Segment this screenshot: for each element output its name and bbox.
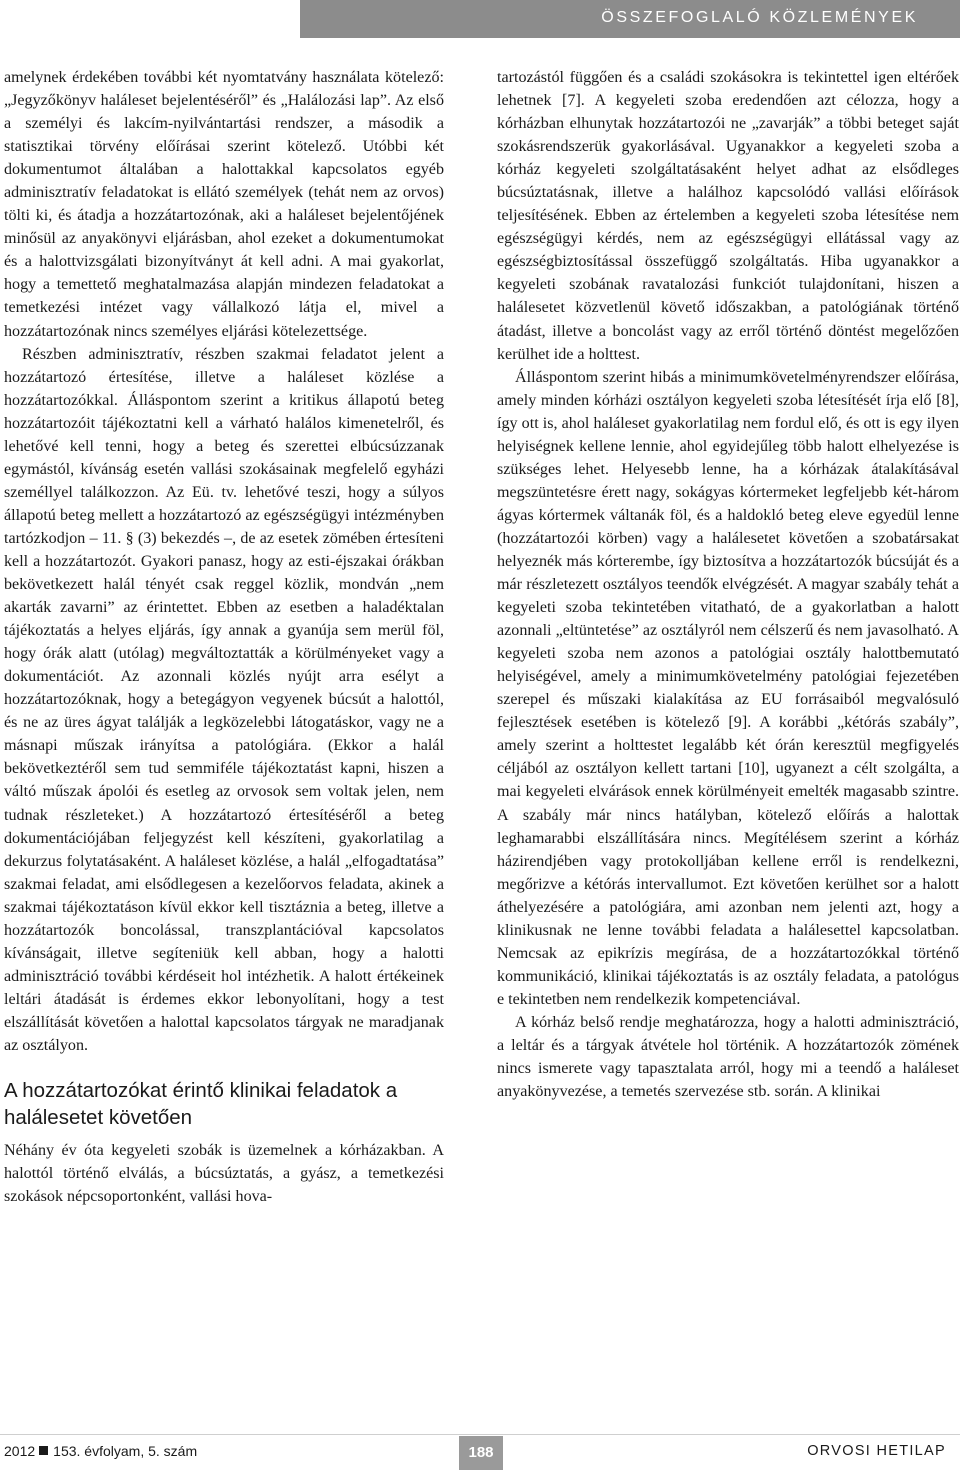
footer-year: 2012 bbox=[4, 1443, 36, 1459]
body-paragraph: tartozástól függően és a családi szokásokra is tekintettel igen eltérőek lehetnek [7]. A kegyeleti szoba eredendően azt célozza, hogy a kórházban elhunytak hozzátartozói ne „zavarják” a többi beteget saját szokásrendszerük gyakorlásával. Ugyanakkor a kegyeleti szoba a kórház kegyeleti szolgáltatásaként helyet adhat az elsődleges búcsúztatásnak, illetve a halálhoz kapcsolódó vallási előírások teljesítésének. Ebben az értelemben a kegyeleti szoba létesítése nem egészségügyi kérdés, nem az egészségügyi ellátással vagy az egészségbiztosítással összefüggő szolgáltatás. Hiba ugyanakkor a kegyeleti szobának ravatalozási funkciót tulajdonítani, hiszen a halálesetet közvetlenül követő időszakban, a patológiának történő átadást, illetve a boncolást vagy az erről történő döntést megelőzően kerülhet ide a holttest. bbox=[497, 69, 959, 363]
body-paragraph: A kórház belső rendje meghatározza, hogy a halotti adminisztráció, a leltár és a tárgyak átvétele hol történik. A hozzátartozók zömének nincs ismerete vagy tapasztalata arról, hogy mi a teendő a haláleset anyakönyvezése, a temetés szervezése stb. során. A klinikai bbox=[497, 1013, 959, 1101]
footer-volume-issue: 153. évfolyam, 5. szám bbox=[53, 1443, 198, 1459]
body-paragraph: amelynek érdekében további két nyomtatvány használata kötelező: „Jegyzőkönyv haláleset bejelentéséről” és „Halálozási lap”. Az első a személyi és lakcím-nyilvántartási rendszer, a második a statisztikai törvény előírásai szerint kötelező. Utóbbi két dokumentumot általában a halottakkal kapcsolatos egyéb adminisztratív feladatokat is ellátó személyek (tehát nem az orvos) tölti ki, és átadja a hozzátartozónak, aki a haláleset bejelentőjének minősül az anyakönyvi eljárásban, ahol ezeket a dokumentumokat és a halottvizsgálati bizonyítványt át kell adni. A mai gyakorlat, hogy a temettető meghatalmazása alapján mindezen feladatokat a temetkezési intézet vagy vállalkozó látja el, mivel a hozzátartozónak nincs személyes eljárási kötelezettsége. bbox=[4, 69, 444, 340]
left-column bbox=[4, 66, 444, 1208]
section-title: ÖSSZEFOGLALÓ KÖZLEMÉNYEK bbox=[601, 9, 918, 26]
page-number-box bbox=[459, 1436, 503, 1470]
right-column bbox=[497, 66, 959, 1103]
body-paragraph: Néhány év óta kegyeleti szobák is üzemelnek a kórházakban. A halottól történő elválás, a búcsúztatás, a gyász, a temetkezési szokások népcsoportonként, vallási hova- bbox=[4, 1142, 444, 1206]
section-heading: A hozzátartozókat érintő klinikai feladatok a halálesetet követően bbox=[4, 1079, 398, 1130]
footer-issue-info bbox=[4, 1443, 197, 1459]
body-paragraph: Álláspontom szerint hibás a minimumkövetelményrendszer előírása, amely minden kórházi osztályon kegyeleti szoba létesítését írja elő [8], így ott is, ahol haláleset gyakorlatilag nem fordul elő, és ott is egy ilyen helyiségnek kellene lennie, ahol egyidejűleg több halott elhelyezése is szükséges lehet. Helyesebb lenne, ha a kórházak átalakításával megszüntetésre érett nagy, sokágyas kórtermeket legfeljebb két-három ágyas kórtermek váltanák föl, és a haldokló beteg eleve egyedül lenne (hozzátartozói körben) vagy a halálesetet követően a szobatársakat helyeznék más kórterembe, így biztosítva a hozzátartozók búcsúját és a már részletezett osztályos teendők elvégzését. A magyar szabály tehát a kegyeleti szoba tekintetében vitatható, de a gyakorlatban a halott azonnali „eltüntetése” az osztályról nem célszerű és nem javasolható. A kegyeleti szoba nem azonos a patológiai osztály halottbemutató helyiségével, amely a minimumkövetelmény patológiai fejezetében szerepel és műszaki kialakítása az EU forrásaiból megvalósuló fejlesztések esetében is kötelező [9]. A korábbi „kétórás szabály”, amely szerint a holttestet legalább két órán keresztül megfigyelés céljából az osztályon kellett tartani [10], ugyanezt a célt szolgálta, a mai kegyeleti elvárások ennek körülményeit emelték magasabb szintre. A szabály már nincs hatályban, kötelező előírás a halottak leghamarabbi elszállítására nincs. Megítélésem szerint a kórház házirendjében vagy protokolljában kellene erről is rendelkezni, megőrizve a kétórás intervallumot. Ezt követően kerülhet sor a halott áthelyezésére a patológiára, ami azonban nem jelenti azt, hogy a klinikusnak ne lenne további feladata a halálesettel kapcsolatban. Nemcsak az epikrízis megírása, de a hozzátartozókkal történő kommunikáció, klinikai tájékoztatás is az osztály feladata, a patológus e tekintetben nem rendelkezik kompetenciával. bbox=[497, 368, 959, 1008]
journal-name: ORVOSI HETILAP bbox=[807, 1443, 946, 1459]
section-header-bar bbox=[300, 0, 960, 38]
page-number: 188 bbox=[468, 1444, 494, 1461]
footer-divider bbox=[0, 1434, 960, 1435]
square-bullet-icon bbox=[39, 1446, 48, 1455]
body-paragraph: Részben adminisztratív, részben szakmai feladatot jelent a hozzátartozó értesítése, illetve a haláleset közlése a hozzátartozókkal. Álláspontom szerint a kritikus állapotú beteg hozzátartozóit tájékoztatni kell a várható halálos kimenetelről, és lehetővé kell tenni, hogy a beteg és szerettei elbúcsúzzanak egymástól, kívánság esetén vallási szokásainak megfelelő egyházi személlyel találkozzon. Az Eü. tv. lehetővé teszi, hogy a súlyos állapotú beteg mellett a hozzátartozó az egészségügyi intézményben tartózkodjon – 11. § (3) bekezdés –, de az esetek zömében értesíteni kell a hozzátartozót. Gyakori panasz, hogy az esti-éjszakai órákban bekövetkezett halál tényét csak reggel közlik, mondván „nem akarták zavarni” az érintettet. Ebben az esetben a haladéktalan tájékoztatás a helyes eljárás, így annak a gyanúja sem merül föl, hogy órák alatt (utólag) megváltoztatták a körülményeket vagy a dokumentációt. Az azonnali közlés nyújt arra esélyt a hozzátartozóknak, hogy a betegágyon vegyenek búcsút a halottól, és ne az üres ágyat találják a legközelebbi látogatáskor, vagy ne a másnapi műszak irányítsa a patológiára. (Ekkor a halál bekövetkeztéről sem tud semmiféle tájékoztatást kapni, hiszen a váltó műszak ápolói és esetleg az orvosok sem voltak jelen, nem tudnak részleteket.) A hozzátartozó értesítéséről a beteg dokumentációjában feljegyzést kell készíteni, gyakorlatilag a dekurzus folytatásaként. A haláleset közlése, a halál „elfogadtatása” szakmai feladat, ami elsődlegesen a kezelőorvos feladata, akinek a szakmai tájékoztatáson kívül ekkor kell tisztáznia a beteg, illetve a hozzátartozók boncolással, transzplantációval kapcsolatos kívánságait, illetve segíteniük kell abban, hogy a halotti adminisztráció további kérdéseit hol intézhetik. A halott értékeinek leltári átadását is érdemes ekkor lebonyolítani, hogy a test elszállítását követően a halottal kapcsolatos tárgyak ne maradjanak az osztályon. bbox=[4, 345, 444, 1054]
